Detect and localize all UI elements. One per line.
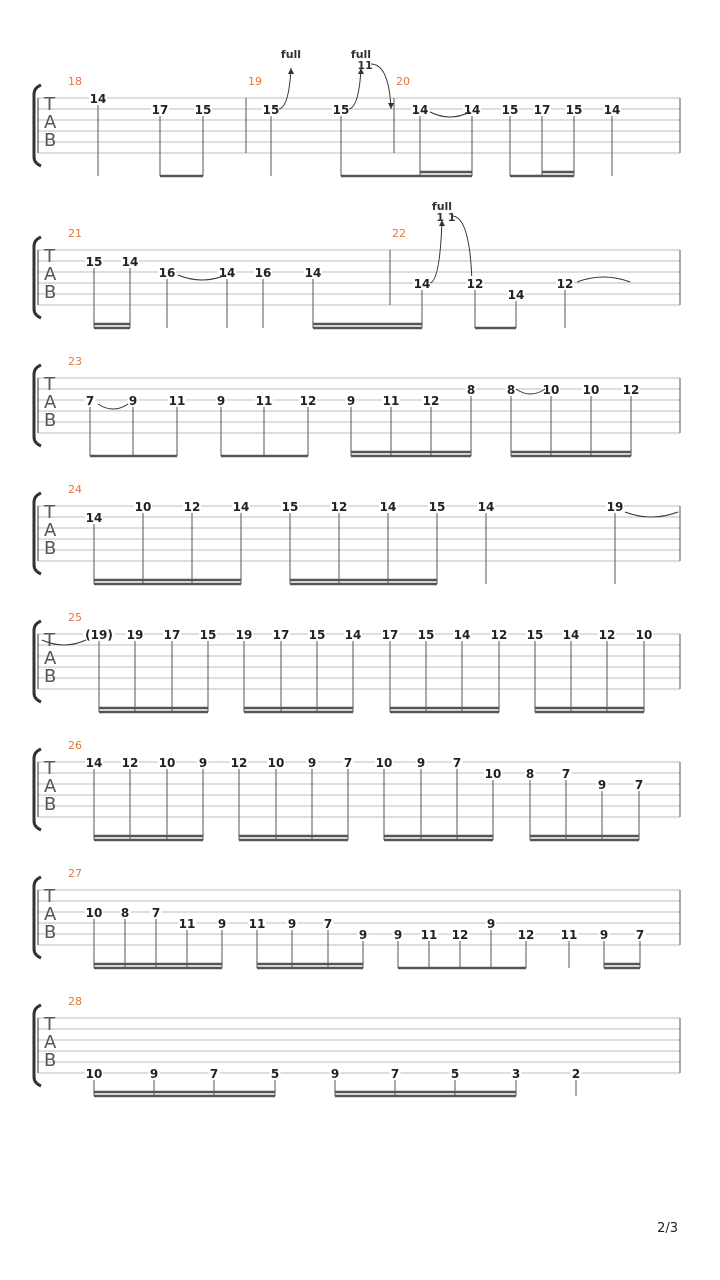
fret-number: 7 xyxy=(209,1067,219,1081)
fret-number: 2 xyxy=(571,1067,581,1081)
tie-slur xyxy=(625,512,678,517)
tab-clef-letter: T xyxy=(44,758,55,779)
bend-target-fret: 1 1 xyxy=(436,211,456,224)
tab-system xyxy=(34,64,680,176)
measure-number: 22 xyxy=(392,227,406,240)
fret-number: 12 xyxy=(556,277,574,291)
fret-number: 14 xyxy=(232,500,250,514)
fret-number: 15 xyxy=(501,103,519,117)
fret-number: 12 xyxy=(466,277,484,291)
fret-number: 14 xyxy=(85,756,103,770)
fret-number: 9 xyxy=(393,928,403,942)
fret-number: 19 xyxy=(235,628,253,642)
tab-clef-letter: T xyxy=(44,630,55,651)
tab-clef-letter: A xyxy=(44,112,57,133)
tab-clef-letter: T xyxy=(44,246,55,267)
bend-arrow xyxy=(430,220,442,283)
fret-number: 16 xyxy=(254,266,272,280)
fret-number: 15 xyxy=(565,103,583,117)
fret-number: 10 xyxy=(267,756,285,770)
tab-system xyxy=(34,216,680,328)
fret-number: 10 xyxy=(635,628,653,642)
tab-clef-letter: A xyxy=(44,648,57,669)
fret-number: 12 xyxy=(451,928,469,942)
fret-number: 15 xyxy=(85,255,103,269)
tab-clef-letter: A xyxy=(44,520,57,541)
fret-number: 7 xyxy=(634,778,644,792)
fret-number: 12 xyxy=(299,394,317,408)
measure-number: 27 xyxy=(68,867,82,880)
fret-number: 17 xyxy=(272,628,290,642)
fret-number: 9 xyxy=(216,394,226,408)
fret-number: 8 xyxy=(506,383,516,397)
tab-clef-letter: A xyxy=(44,904,57,925)
fret-number: 19 xyxy=(606,500,624,514)
fret-number: 10 xyxy=(158,756,176,770)
fret-number: 12 xyxy=(490,628,508,642)
fret-number: 11 xyxy=(248,917,266,931)
tab-clef-letter: B xyxy=(44,282,57,303)
fret-number: 15 xyxy=(199,628,217,642)
fret-number: 7 xyxy=(151,906,161,920)
fret-number: 8 xyxy=(120,906,130,920)
fret-number: 14 xyxy=(463,103,481,117)
fret-number: 14 xyxy=(603,103,621,117)
fret-number: 14 xyxy=(344,628,362,642)
bend-arrowhead xyxy=(288,68,294,74)
measure-number: 24 xyxy=(68,483,82,496)
fret-number: 19 xyxy=(126,628,144,642)
fret-number: 14 xyxy=(89,92,107,106)
fret-number: 14 xyxy=(507,288,525,302)
tab-clef-letter: A xyxy=(44,264,57,285)
fret-number: 12 xyxy=(183,500,201,514)
measure-number: 23 xyxy=(68,355,82,368)
fret-number: 15 xyxy=(262,103,280,117)
fret-number: 5 xyxy=(270,1067,280,1081)
measure-number: 26 xyxy=(68,739,82,752)
bend-target-fret: 11 xyxy=(357,59,373,72)
fret-number: 12 xyxy=(598,628,616,642)
tab-clef-letter: B xyxy=(44,410,57,431)
fret-number: 17 xyxy=(163,628,181,642)
fret-number: 14 xyxy=(453,628,471,642)
fret-number: 17 xyxy=(533,103,551,117)
fret-number: 12 xyxy=(230,756,248,770)
fret-number: 14 xyxy=(477,500,495,514)
tab-clef-letter: A xyxy=(44,776,57,797)
fret-number: 14 xyxy=(562,628,580,642)
fret-number: 5 xyxy=(450,1067,460,1081)
fret-number: 9 xyxy=(330,1067,340,1081)
fret-number: 10 xyxy=(85,1067,103,1081)
measure-number: 28 xyxy=(68,995,82,1008)
fret-number: 7 xyxy=(561,767,571,781)
fret-number: 15 xyxy=(308,628,326,642)
fret-number: 10 xyxy=(582,383,600,397)
fret-number: 15 xyxy=(526,628,544,642)
tab-clef-letter: B xyxy=(44,538,57,559)
fret-number: 9 xyxy=(597,778,607,792)
fret-number: 14 xyxy=(379,500,397,514)
fret-number: 14 xyxy=(218,266,236,280)
fret-number: 7 xyxy=(390,1067,400,1081)
fret-number: 11 xyxy=(420,928,438,942)
fret-number: 14 xyxy=(85,511,103,525)
fret-number: 10 xyxy=(85,906,103,920)
tab-system xyxy=(34,493,680,584)
fret-number: 12 xyxy=(330,500,348,514)
fret-number: 9 xyxy=(358,928,368,942)
tab-system xyxy=(34,365,680,456)
fret-number: 9 xyxy=(217,917,227,931)
fret-number: 14 xyxy=(304,266,322,280)
fret-number: 10 xyxy=(484,767,502,781)
tab-clef-letter: B xyxy=(44,1050,57,1071)
fret-number: 10 xyxy=(134,500,152,514)
fret-number: 9 xyxy=(599,928,609,942)
fret-number: 17 xyxy=(151,103,169,117)
fret-number: 11 xyxy=(168,394,186,408)
tab-system xyxy=(34,1005,680,1096)
fret-number: 12 xyxy=(121,756,139,770)
fret-number: 7 xyxy=(323,917,333,931)
fret-number: (19) xyxy=(85,628,113,642)
fret-number: 8 xyxy=(525,767,535,781)
measure-number: 18 xyxy=(68,75,82,88)
tab-clef-letter: T xyxy=(44,1014,55,1035)
measure-number: 20 xyxy=(396,75,410,88)
fret-number: 7 xyxy=(635,928,645,942)
fret-number: 12 xyxy=(622,383,640,397)
measure-number: 25 xyxy=(68,611,82,624)
bend-arrow xyxy=(279,68,291,109)
tab-system xyxy=(34,877,680,968)
tie-slur xyxy=(577,277,630,282)
fret-number: 8 xyxy=(466,383,476,397)
release-arrowhead xyxy=(388,103,394,109)
fret-number: 11 xyxy=(560,928,578,942)
fret-number: 9 xyxy=(416,756,426,770)
tab-clef-letter: B xyxy=(44,922,57,943)
fret-number: 7 xyxy=(85,394,95,408)
tab-clef-letter: T xyxy=(44,94,55,115)
fret-number: 9 xyxy=(128,394,138,408)
measure-number: 19 xyxy=(248,75,262,88)
tie-slur xyxy=(516,389,545,394)
tab-clef-letter: B xyxy=(44,130,57,151)
fret-number: 15 xyxy=(417,628,435,642)
fret-number: 17 xyxy=(381,628,399,642)
bend-amount: full xyxy=(350,48,372,61)
fret-number: 14 xyxy=(121,255,139,269)
tab-clef-letter: A xyxy=(44,392,57,413)
fret-number: 9 xyxy=(287,917,297,931)
fret-number: 15 xyxy=(428,500,446,514)
fret-number: 11 xyxy=(255,394,273,408)
tab-clef-letter: T xyxy=(44,374,55,395)
fret-number: 7 xyxy=(343,756,353,770)
fret-number: 15 xyxy=(194,103,212,117)
fret-number: 12 xyxy=(517,928,535,942)
tab-clef-letter: A xyxy=(44,1032,57,1053)
fret-number: 11 xyxy=(178,917,196,931)
bend-arrow xyxy=(349,68,361,109)
page-number: 2/3 xyxy=(657,1221,678,1236)
fret-number: 14 xyxy=(413,277,431,291)
fret-number: 15 xyxy=(332,103,350,117)
release-arrow xyxy=(371,64,391,109)
fret-number: 3 xyxy=(511,1067,521,1081)
tab-clef-letter: B xyxy=(44,794,57,815)
fret-number: 15 xyxy=(281,500,299,514)
tie-slur xyxy=(98,404,128,409)
fret-number: 10 xyxy=(375,756,393,770)
fret-number: 16 xyxy=(158,266,176,280)
fret-number: 9 xyxy=(486,917,496,931)
bend-amount: full xyxy=(431,200,453,213)
fret-number: 9 xyxy=(307,756,317,770)
measure-number: 21 xyxy=(68,227,82,240)
fret-number: 12 xyxy=(422,394,440,408)
fret-number: 11 xyxy=(382,394,400,408)
fret-number: 10 xyxy=(542,383,560,397)
fret-number: 9 xyxy=(198,756,208,770)
tab-clef-letter: T xyxy=(44,886,55,907)
fret-number: 14 xyxy=(411,103,429,117)
bend-amount: full xyxy=(280,48,302,61)
fret-number: 7 xyxy=(452,756,462,770)
fret-number: 9 xyxy=(346,394,356,408)
fret-number: 9 xyxy=(149,1067,159,1081)
tab-clef-letter: T xyxy=(44,502,55,523)
tab-clef-letter: B xyxy=(44,666,57,687)
